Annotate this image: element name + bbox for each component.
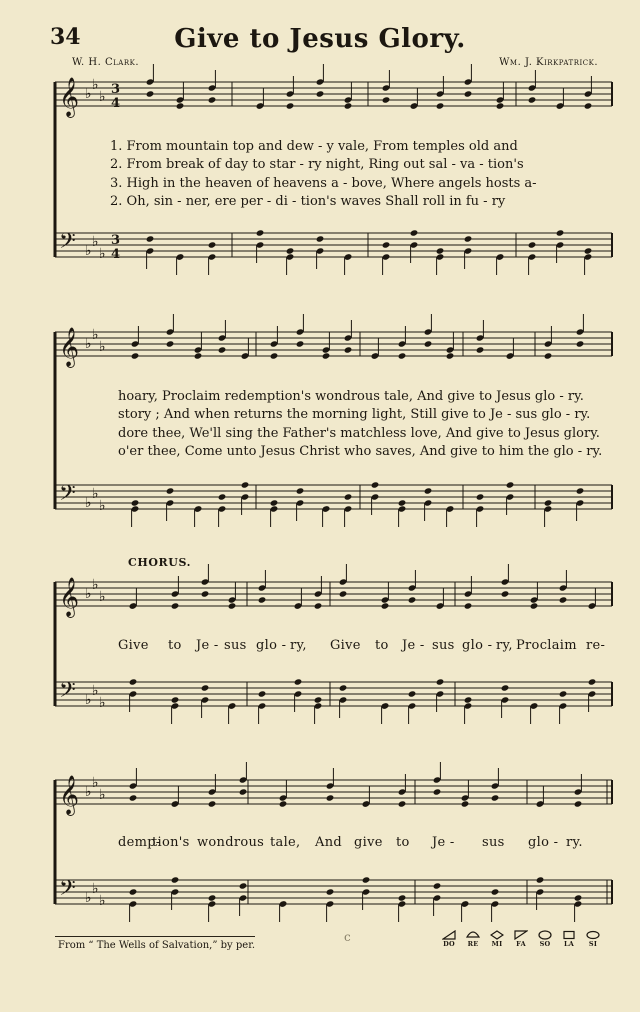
notehead <box>461 800 470 807</box>
verse-line-1-cont: hoary, Proclaim redemption's wondrous tale, And give to Jesus glo - ry. <box>118 389 584 404</box>
composer-credit: Wm. J. Kirkpatrick. <box>499 57 598 68</box>
notehead <box>398 352 407 359</box>
notehead <box>536 876 545 883</box>
notehead <box>258 690 267 697</box>
square-note-icon <box>562 930 576 940</box>
notehead <box>588 678 597 685</box>
notehead <box>344 493 353 500</box>
right-triangle-note-icon <box>514 930 528 940</box>
flat-icon: ♭ <box>99 339 106 355</box>
notehead <box>362 876 371 883</box>
verse-line-2-cont: story ; And when returns the morning light, Still give to Je - sus glo - ry. <box>118 407 591 422</box>
chorus-syllable: ry, <box>290 638 307 653</box>
time-signature-denominator: 4 <box>111 96 121 111</box>
notehead <box>326 794 335 801</box>
notehead <box>256 229 265 236</box>
bass-clef-icon: 𝄢 <box>59 876 76 907</box>
notehead <box>129 888 138 895</box>
page-number: 34 <box>50 24 81 50</box>
chorus-syllable: demp- <box>118 835 161 850</box>
bass-clef-icon: 𝄢 <box>59 481 76 512</box>
notehead <box>258 596 267 603</box>
notehead <box>476 346 485 353</box>
source-credit: From “ The Wells of Salvation,” by per. <box>58 940 256 951</box>
notehead <box>339 590 348 597</box>
chorus-syllable: Give <box>330 638 361 653</box>
flat-icon: ♭ <box>85 586 92 602</box>
chorus-syllable: glo - <box>256 638 287 653</box>
notehead <box>424 487 433 494</box>
notehead <box>408 596 417 603</box>
notehead <box>171 602 180 609</box>
time-signature-numerator: 3 <box>111 82 121 97</box>
pencil-mark: c <box>344 930 351 944</box>
notehead <box>398 800 407 807</box>
notehead <box>201 590 210 597</box>
notehead <box>371 481 380 488</box>
notehead <box>556 229 565 236</box>
notehead <box>171 696 180 703</box>
chorus-syllable: tale, <box>270 835 301 850</box>
chorus-label: CHORUS. <box>128 556 192 569</box>
notehead <box>316 235 325 242</box>
chorus-syllable: to <box>168 638 182 653</box>
notehead <box>574 800 583 807</box>
flat-icon: ♭ <box>99 498 106 514</box>
verse-line-3: 3. High in the heaven of heavens a - bove, Where angels hosts a- <box>110 176 537 191</box>
notehead <box>344 346 353 353</box>
flat-icon: ♭ <box>92 486 99 502</box>
notehead <box>286 247 295 254</box>
chorus-syllable: Je - <box>432 835 455 850</box>
flat-icon: ♭ <box>92 775 99 791</box>
treble-clef-icon: 𝄞 <box>59 577 80 617</box>
flat-icon: ♭ <box>85 784 92 800</box>
flat-icon: ♭ <box>99 695 106 711</box>
notehead <box>464 90 473 97</box>
flat-icon: ♭ <box>99 589 106 605</box>
notehead <box>398 499 407 506</box>
oval-note-icon <box>538 930 552 940</box>
notehead <box>146 90 155 97</box>
notehead <box>208 96 217 103</box>
chorus-syllable: ry. <box>566 835 583 850</box>
chorus-syllable: Proclaim <box>516 638 577 653</box>
bass-clef-icon: 𝄢 <box>59 229 76 260</box>
shape-note-do <box>440 930 458 948</box>
notehead <box>239 882 248 889</box>
flat-icon: ♭ <box>92 327 99 343</box>
chorus-syllable: sus <box>432 638 455 653</box>
notehead <box>314 696 323 703</box>
notehead <box>528 241 537 248</box>
shape-note-label: SI <box>588 940 598 948</box>
shape-note-mi <box>488 930 506 948</box>
time-signature-numerator: 3 <box>111 233 121 248</box>
time-signature-denominator: 4 <box>111 247 121 262</box>
notehead <box>316 90 325 97</box>
notehead <box>446 352 455 359</box>
notehead <box>530 602 539 609</box>
notehead <box>398 894 407 901</box>
notehead <box>322 352 331 359</box>
notehead <box>146 235 155 242</box>
notehead <box>559 596 568 603</box>
chorus-syllable: Je - <box>196 638 219 653</box>
diamond-note-icon <box>490 930 504 940</box>
notehead <box>201 684 210 691</box>
chorus-syllable: glo - <box>528 835 559 850</box>
flat-icon: ♭ <box>85 336 92 352</box>
notehead <box>129 794 138 801</box>
notehead <box>476 493 485 500</box>
shape-note-label: FA <box>516 940 526 948</box>
flat-icon: ♭ <box>99 246 106 262</box>
ellipse-note-icon <box>586 930 600 940</box>
chorus-syllable: wondrous <box>197 835 265 850</box>
notehead <box>559 690 568 697</box>
notehead <box>129 678 138 685</box>
shape-note-la <box>560 930 578 948</box>
notehead <box>433 788 442 795</box>
notehead <box>166 487 175 494</box>
chorus-syllable: sus <box>224 638 247 653</box>
notehead <box>544 499 553 506</box>
notehead <box>464 696 473 703</box>
notehead <box>464 602 473 609</box>
chorus-syllable: glo - <box>462 638 493 653</box>
flat-icon: ♭ <box>85 890 92 906</box>
chorus-syllable: Give <box>118 638 149 653</box>
notehead <box>464 235 473 242</box>
footer-divider <box>55 936 255 937</box>
notehead <box>270 352 279 359</box>
notehead <box>208 800 217 807</box>
chorus-syllable: re- <box>586 638 606 653</box>
treble-clef-icon: 𝄞 <box>59 77 80 117</box>
flat-icon: ♭ <box>99 89 106 105</box>
shape-note-fa <box>512 930 530 948</box>
chorus-syllable: sus <box>482 835 505 850</box>
notehead <box>228 602 237 609</box>
treble-clef-icon: 𝄞 <box>59 327 80 367</box>
notehead <box>279 800 288 807</box>
chorus-syllable: ry, <box>496 638 513 653</box>
flat-icon: ♭ <box>92 881 99 897</box>
flat-icon: ♭ <box>92 683 99 699</box>
notehead <box>433 882 442 889</box>
notehead <box>501 590 510 597</box>
shape-note-legend <box>440 930 602 948</box>
triangle-note-icon <box>442 930 456 940</box>
notehead <box>286 102 295 109</box>
treble-clef-icon: 𝄞 <box>59 775 80 815</box>
notehead <box>339 684 348 691</box>
chorus-syllable: to <box>375 638 389 653</box>
notehead <box>382 96 391 103</box>
verse-line-2: 2. From break of day to star - ry night, Ring out sal - va - tion's <box>110 157 524 172</box>
verse-line-3-cont: dore thee, We'll sing the Father's matchless love, And give to Jesus glory. <box>118 426 600 441</box>
notehead <box>218 493 227 500</box>
notehead <box>382 241 391 248</box>
notehead <box>544 352 553 359</box>
notehead <box>239 788 248 795</box>
verse-line-4: 2. Oh, sin - ner, ere per - di - tion's waves Shall roll in fu - ry <box>110 194 506 209</box>
notehead <box>496 102 505 109</box>
notehead <box>528 96 537 103</box>
chorus-syllable: to <box>396 835 410 850</box>
shape-note-label: SO <box>539 940 551 948</box>
notehead <box>436 102 445 109</box>
notehead <box>294 678 303 685</box>
notehead <box>491 888 500 895</box>
notehead <box>436 678 445 685</box>
lyricist-credit: W. H. Clark. <box>72 57 139 68</box>
shape-note-so <box>536 930 554 948</box>
flat-icon: ♭ <box>99 893 106 909</box>
notehead <box>584 247 593 254</box>
hymn-title: Give to Jesus Glory. <box>174 24 466 54</box>
notehead <box>131 499 140 506</box>
flat-icon: ♭ <box>99 787 106 803</box>
bass-clef-icon: 𝄢 <box>59 678 76 709</box>
notehead <box>218 346 227 353</box>
flat-icon: ♭ <box>85 86 92 102</box>
chorus-syllable: give <box>354 835 383 850</box>
notehead <box>408 690 417 697</box>
notehead <box>491 794 500 801</box>
flat-icon: ♭ <box>85 243 92 259</box>
shape-note-si <box>584 930 602 948</box>
notehead <box>424 340 433 347</box>
notehead <box>171 876 180 883</box>
notehead <box>576 487 585 494</box>
notehead <box>436 247 445 254</box>
notehead <box>381 602 390 609</box>
verse-line-4-cont: o'er thee, Come unto Jesus Christ who saves, And give to him the glo - ry. <box>118 444 603 459</box>
notehead <box>166 340 175 347</box>
notehead <box>501 684 510 691</box>
notehead <box>296 487 305 494</box>
chorus-syllable: tion's <box>152 835 190 850</box>
shape-note-re <box>464 930 482 948</box>
flat-icon: ♭ <box>92 234 99 250</box>
verse-line-1: 1. From mountain top and dew - y vale, From temples old and <box>110 139 518 154</box>
notehead <box>241 481 250 488</box>
flat-icon: ♭ <box>92 77 99 93</box>
chorus-syllable: And <box>315 835 342 850</box>
notehead <box>314 602 323 609</box>
flat-icon: ♭ <box>92 577 99 593</box>
notehead <box>326 888 335 895</box>
notehead <box>270 499 279 506</box>
notehead <box>344 102 353 109</box>
notehead <box>131 352 140 359</box>
flat-icon: ♭ <box>85 495 92 511</box>
flat-icon: ♭ <box>85 692 92 708</box>
half-moon-note-icon <box>466 930 480 940</box>
shape-note-label: LA <box>563 940 574 948</box>
notehead <box>584 102 593 109</box>
notehead <box>176 102 185 109</box>
notehead <box>208 241 217 248</box>
notehead <box>574 894 583 901</box>
shape-note-label: DO <box>443 940 455 948</box>
notehead <box>194 352 203 359</box>
notehead <box>410 229 419 236</box>
notehead <box>208 894 217 901</box>
shape-note-label: RE <box>467 940 479 948</box>
notehead <box>506 481 515 488</box>
chorus-syllable: Je - <box>402 638 425 653</box>
shape-note-label: MI <box>491 940 503 948</box>
notehead <box>576 340 585 347</box>
notehead <box>296 340 305 347</box>
